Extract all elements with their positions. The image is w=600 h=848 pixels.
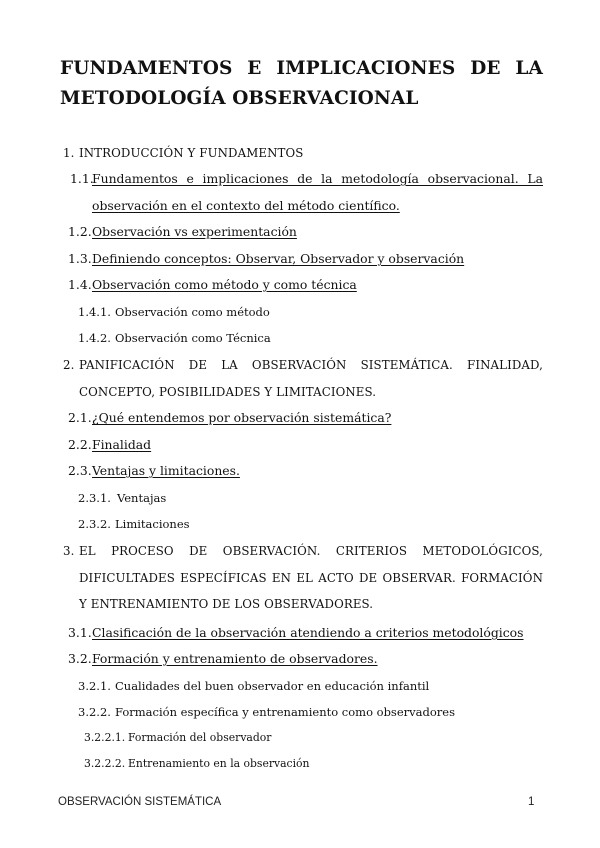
document-title: FUNDAMENTOS E IMPLICACIONES DE LA METODOLOGÍA OBSERVACIONAL (60, 58, 543, 109)
toc-link[interactable]: Observación vs experimentación (92, 224, 297, 239)
toc-text: Ventajas (117, 491, 167, 505)
toc-number: 3.2.2.1. (84, 731, 126, 744)
toc-number: 1.4. (68, 277, 92, 292)
toc-number: 3.2.2. (78, 705, 111, 719)
toc-text: Entrenamiento en la observación (128, 757, 310, 770)
toc-entry-3[interactable] (63, 538, 543, 618)
toc-number: 1.1. (70, 171, 94, 186)
toc-number: 2.3.2. (78, 517, 111, 531)
toc-link[interactable]: Ventajas y limitaciones. (92, 463, 240, 478)
page-number: 1 (528, 796, 535, 808)
toc-number: 3.2.1. (78, 679, 111, 693)
toc-link[interactable]: Observación como método y como técnica (92, 277, 357, 292)
toc-number: 3.2.2.2. (84, 757, 126, 770)
toc-entry-1-1[interactable] (70, 166, 543, 219)
toc-link[interactable]: Fundamentos e implicaciones de la metodología observacional. La observación en el contexto del método científico. (92, 171, 543, 213)
toc-number: 1.4.1. (78, 305, 111, 319)
toc-text: INTRODUCCIÓN Y FUNDAMENTOS (79, 146, 304, 160)
toc-text: Limitaciones (115, 517, 190, 531)
toc-number: 1.3. (68, 251, 92, 266)
toc-text: EL PROCESO DE OBSERVACIÓN. CRITERIOS METODOLÓGICOS, DIFICULTADES ESPECÍFICAS EN EL ACTO DE OBSERVAR. FORMACIÓN Y ENTRENAMIENTO DE LOS OBSERVADORES. (79, 544, 543, 611)
toc-link[interactable]: Clasificación de la observación atendiendo a criterios metodológicos (92, 625, 524, 640)
toc-link[interactable]: ¿Qué entendemos por observación sistemática? (92, 410, 392, 425)
footer-label: OBSERVACIÓN SISTEMÁTICA (58, 796, 222, 808)
toc-number: 2. (63, 358, 75, 372)
toc-text: Formación específica y entrenamiento como observadores (115, 705, 455, 719)
toc-number: 3.1. (68, 625, 92, 640)
toc-link[interactable]: Definiendo conceptos: Observar, Observador y observación (92, 251, 465, 266)
toc-number: 2.1. (68, 410, 92, 425)
toc-number: 1.4.2. (78, 331, 111, 345)
toc-text: Observación como Técnica (115, 331, 271, 345)
toc-link[interactable]: Finalidad (92, 437, 152, 452)
toc-entry-2[interactable] (63, 352, 543, 405)
toc-text: Cualidades del buen observador en educación infantil (115, 679, 430, 693)
toc-text: Observación como método (115, 305, 270, 319)
toc-number: 3.2. (68, 651, 92, 666)
toc-text: PANIFICACIÓN DE LA OBSERVACIÓN SISTEMÁTICA. FINALIDAD, CONCEPTO, POSIBILIDADES Y LIMITACIONES. (79, 358, 543, 399)
toc-number: 2.3.1. (78, 491, 111, 505)
toc-number: 3. (63, 544, 75, 558)
toc-text: Formación del observador (128, 731, 272, 744)
toc-number: 1. (63, 146, 75, 160)
toc-link[interactable]: Formación y entrenamiento de observadores. (92, 651, 378, 666)
toc-number: 2.2. (68, 437, 92, 452)
toc-number: 1.2. (68, 224, 92, 239)
toc-number: 2.3. (68, 463, 92, 478)
